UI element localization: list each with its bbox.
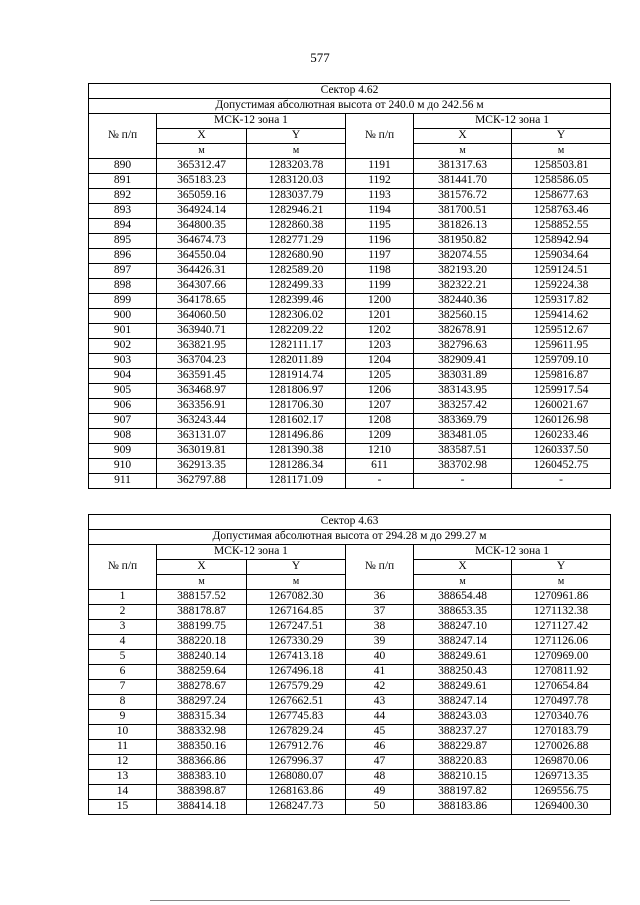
table-row [89, 800, 611, 815]
table-row [89, 444, 611, 459]
x-coordinate-cell: 382440.36 [414, 294, 512, 309]
point-number-cell: 906 [89, 399, 157, 414]
height-caption: Допустимая абсолютная высота от 294.28 м до 299.27 м [89, 530, 611, 545]
y-coordinate-cell: 1269400.30 [512, 800, 611, 815]
height-caption-row [89, 99, 611, 114]
sector-table-body [89, 515, 611, 815]
table-row [89, 414, 611, 429]
y-coordinate-cell: 1267912.76 [247, 740, 346, 755]
point-number-cell: 5 [89, 650, 157, 665]
unit-label: м [157, 575, 247, 590]
point-number-cell: 1209 [346, 429, 414, 444]
sector-table [88, 83, 611, 489]
x-coordinate-cell: 388247.10 [414, 620, 512, 635]
height-caption-row [89, 530, 611, 545]
zone-header-row [89, 545, 611, 560]
x-coordinate-cell: 364924.14 [157, 204, 247, 219]
point-number-cell: 892 [89, 189, 157, 204]
column-header-x: X [414, 129, 512, 144]
x-coordinate-cell: 382322.21 [414, 279, 512, 294]
y-coordinate-cell: 1267745.83 [247, 710, 346, 725]
y-coordinate-cell: 1271132.38 [512, 605, 611, 620]
x-coordinate-cell: 388297.24 [157, 695, 247, 710]
point-number-cell: 11 [89, 740, 157, 755]
table-row [89, 620, 611, 635]
x-coordinate-cell: 388247.14 [414, 635, 512, 650]
point-number-cell: 41 [346, 665, 414, 680]
x-coordinate-cell: 388315.34 [157, 710, 247, 725]
point-number-cell: 4 [89, 635, 157, 650]
point-number-cell: 908 [89, 429, 157, 444]
x-coordinate-cell: 364550.04 [157, 249, 247, 264]
point-number-cell: 894 [89, 219, 157, 234]
column-header-y: Y [247, 560, 346, 575]
y-coordinate-cell: 1270497.78 [512, 695, 611, 710]
table-row [89, 665, 611, 680]
table-row [89, 204, 611, 219]
y-coordinate-cell: 1267996.37 [247, 755, 346, 770]
point-number-cell: 898 [89, 279, 157, 294]
x-coordinate-cell: 364060.50 [157, 309, 247, 324]
y-coordinate-cell: 1269556.75 [512, 785, 611, 800]
y-coordinate-cell: 1281390.38 [247, 444, 346, 459]
y-coordinate-cell: 1258852.55 [512, 219, 611, 234]
point-number-cell: 911 [89, 474, 157, 489]
sector-title: Сектор 4.62 [89, 84, 611, 99]
table-row [89, 279, 611, 294]
x-coordinate-cell: 388250.43 [414, 665, 512, 680]
table-row [89, 429, 611, 444]
point-number-cell: 1206 [346, 384, 414, 399]
y-coordinate-cell: 1259611.95 [512, 339, 611, 354]
x-coordinate-cell: 383031.89 [414, 369, 512, 384]
x-coordinate-cell: 388278.67 [157, 680, 247, 695]
x-coordinate-cell: 388654.48 [414, 590, 512, 605]
column-header-number: № п/п [89, 545, 157, 590]
x-coordinate-cell: 381826.13 [414, 219, 512, 234]
x-coordinate-cell: 388197.82 [414, 785, 512, 800]
y-coordinate-cell: 1259917.54 [512, 384, 611, 399]
x-coordinate-cell: 382909.41 [414, 354, 512, 369]
x-coordinate-cell: 381700.51 [414, 204, 512, 219]
point-number-cell: 1191 [346, 159, 414, 174]
point-number-cell: 900 [89, 309, 157, 324]
point-number-cell: 37 [346, 605, 414, 620]
y-coordinate-cell: 1270654.84 [512, 680, 611, 695]
y-coordinate-cell: 1271126.06 [512, 635, 611, 650]
unit-label: м [157, 144, 247, 159]
column-header-x: X [157, 560, 247, 575]
point-number-cell: 1196 [346, 234, 414, 249]
table-row [89, 605, 611, 620]
zone-header-right: МСК-12 зона 1 [414, 545, 611, 560]
point-number-cell: 9 [89, 710, 157, 725]
x-coordinate-cell: 388398.87 [157, 785, 247, 800]
table-row [89, 339, 611, 354]
y-coordinate-cell: 1282946.21 [247, 204, 346, 219]
y-coordinate-cell: 1283120.03 [247, 174, 346, 189]
y-coordinate-cell: 1270340.76 [512, 710, 611, 725]
y-coordinate-cell: 1270961.86 [512, 590, 611, 605]
height-caption: Допустимая абсолютная высота от 240.0 м до 242.56 м [89, 99, 611, 114]
x-coordinate-cell: 388259.64 [157, 665, 247, 680]
y-coordinate-cell: 1258503.81 [512, 159, 611, 174]
point-number-cell: 896 [89, 249, 157, 264]
y-coordinate-cell: 1282399.46 [247, 294, 346, 309]
x-coordinate-cell: 388178.87 [157, 605, 247, 620]
unit-label: м [512, 575, 611, 590]
table-row [89, 785, 611, 800]
y-coordinate-cell: 1281806.97 [247, 384, 346, 399]
x-coordinate-cell: 365312.47 [157, 159, 247, 174]
point-number-cell: 1210 [346, 444, 414, 459]
zone-header-row [89, 114, 611, 129]
point-number-cell: 14 [89, 785, 157, 800]
y-coordinate-cell: 1260452.75 [512, 459, 611, 474]
zone-header-left: МСК-12 зона 1 [157, 545, 346, 560]
y-coordinate-cell: 1282499.33 [247, 279, 346, 294]
x-coordinate-cell: 388414.18 [157, 800, 247, 815]
table-row [89, 650, 611, 665]
y-coordinate-cell: 1267413.18 [247, 650, 346, 665]
x-coordinate-cell: 363243.44 [157, 414, 247, 429]
table-row [89, 710, 611, 725]
y-coordinate-cell: 1281706.30 [247, 399, 346, 414]
x-coordinate-cell: 362913.35 [157, 459, 247, 474]
x-coordinate-cell: 363821.95 [157, 339, 247, 354]
point-number-cell: 907 [89, 414, 157, 429]
point-number-cell: 50 [346, 800, 414, 815]
y-coordinate-cell: 1270969.00 [512, 650, 611, 665]
x-coordinate-cell: 364426.31 [157, 264, 247, 279]
column-header-number: № п/п [89, 114, 157, 159]
y-coordinate-cell: 1259034.64 [512, 249, 611, 264]
point-number-cell: 38 [346, 620, 414, 635]
x-coordinate-cell: - [414, 474, 512, 489]
table-row [89, 755, 611, 770]
point-number-cell: 39 [346, 635, 414, 650]
table-row [89, 324, 611, 339]
x-coordinate-cell: 365183.23 [157, 174, 247, 189]
y-coordinate-cell: 1270811.92 [512, 665, 611, 680]
point-number-cell: 3 [89, 620, 157, 635]
point-number-cell: 40 [346, 650, 414, 665]
point-number-cell: 15 [89, 800, 157, 815]
table-row [89, 249, 611, 264]
y-coordinate-cell: 1267829.24 [247, 725, 346, 740]
y-coordinate-cell: 1281286.34 [247, 459, 346, 474]
table-row [89, 219, 611, 234]
y-coordinate-cell: 1282011.89 [247, 354, 346, 369]
y-coordinate-cell: 1259317.82 [512, 294, 611, 309]
x-coordinate-cell: 363940.71 [157, 324, 247, 339]
y-coordinate-cell: 1267579.29 [247, 680, 346, 695]
x-coordinate-cell: 388183.86 [414, 800, 512, 815]
table-row [89, 695, 611, 710]
y-coordinate-cell: 1282680.90 [247, 249, 346, 264]
table-row [89, 725, 611, 740]
column-header-x: X [414, 560, 512, 575]
y-coordinate-cell: 1271127.42 [512, 620, 611, 635]
x-coordinate-cell: 381576.72 [414, 189, 512, 204]
y-coordinate-cell: 1259709.10 [512, 354, 611, 369]
y-coordinate-cell: 1281602.17 [247, 414, 346, 429]
point-number-cell: 44 [346, 710, 414, 725]
point-number-cell: 1201 [346, 309, 414, 324]
point-number-cell: 49 [346, 785, 414, 800]
table-row [89, 474, 611, 489]
y-coordinate-cell: 1260337.50 [512, 444, 611, 459]
table-row [89, 770, 611, 785]
point-number-cell: 901 [89, 324, 157, 339]
x-coordinate-cell: 388653.35 [414, 605, 512, 620]
point-number-cell: 6 [89, 665, 157, 680]
y-coordinate-cell: 1267247.51 [247, 620, 346, 635]
x-coordinate-cell: 388210.15 [414, 770, 512, 785]
table-row [89, 354, 611, 369]
point-number-cell: 895 [89, 234, 157, 249]
point-number-cell: 36 [346, 590, 414, 605]
x-coordinate-cell: 388220.83 [414, 755, 512, 770]
y-coordinate-cell: 1259512.67 [512, 324, 611, 339]
point-number-cell: 46 [346, 740, 414, 755]
y-coordinate-cell: 1258586.05 [512, 174, 611, 189]
page-number: 577 [310, 50, 330, 65]
sector-title-row [89, 84, 611, 99]
sector-table-body [89, 84, 611, 489]
point-number-cell: 1208 [346, 414, 414, 429]
x-coordinate-cell: 388350.16 [157, 740, 247, 755]
column-header-y: Y [512, 129, 611, 144]
x-coordinate-cell: 363356.91 [157, 399, 247, 414]
y-coordinate-cell: 1282860.38 [247, 219, 346, 234]
x-coordinate-cell: 388199.75 [157, 620, 247, 635]
y-coordinate-cell: 1282209.22 [247, 324, 346, 339]
y-coordinate-cell: 1267662.51 [247, 695, 346, 710]
y-coordinate-cell: 1259414.62 [512, 309, 611, 324]
unit-label: м [247, 144, 346, 159]
y-coordinate-cell: 1258763.46 [512, 204, 611, 219]
table-row [89, 234, 611, 249]
point-number-cell: 891 [89, 174, 157, 189]
y-coordinate-cell: 1259124.51 [512, 264, 611, 279]
x-coordinate-cell: 381441.70 [414, 174, 512, 189]
sector-title: Сектор 4.63 [89, 515, 611, 530]
column-header-number: № п/п [346, 114, 414, 159]
point-number-cell: 48 [346, 770, 414, 785]
y-coordinate-cell: 1268080.07 [247, 770, 346, 785]
x-coordinate-cell: 382560.15 [414, 309, 512, 324]
point-number-cell: - [346, 474, 414, 489]
x-coordinate-cell: 388249.61 [414, 680, 512, 695]
x-coordinate-cell: 364307.66 [157, 279, 247, 294]
table-row [89, 294, 611, 309]
page-bottom-rule [150, 900, 570, 901]
table-row [89, 189, 611, 204]
x-coordinate-cell: 383143.95 [414, 384, 512, 399]
sector-table [88, 514, 611, 815]
y-coordinate-cell: 1282771.29 [247, 234, 346, 249]
y-coordinate-cell: 1281496.86 [247, 429, 346, 444]
point-number-cell: 43 [346, 695, 414, 710]
table-row [89, 174, 611, 189]
point-number-cell: 902 [89, 339, 157, 354]
x-coordinate-cell: 365059.16 [157, 189, 247, 204]
y-coordinate-cell: 1268247.73 [247, 800, 346, 815]
column-header-x: X [157, 129, 247, 144]
x-coordinate-cell: 383257.42 [414, 399, 512, 414]
x-coordinate-cell: 383369.79 [414, 414, 512, 429]
point-number-cell: 1204 [346, 354, 414, 369]
y-coordinate-cell: 1267164.85 [247, 605, 346, 620]
x-coordinate-cell: 364800.35 [157, 219, 247, 234]
table-row [89, 369, 611, 384]
point-number-cell: 890 [89, 159, 157, 174]
y-coordinate-cell: - [512, 474, 611, 489]
x-coordinate-cell: 382074.55 [414, 249, 512, 264]
x-coordinate-cell: 382678.91 [414, 324, 512, 339]
point-number-cell: 47 [346, 755, 414, 770]
unit-label: м [414, 144, 512, 159]
table-row [89, 459, 611, 474]
x-coordinate-cell: 388229.87 [414, 740, 512, 755]
point-number-cell: 1195 [346, 219, 414, 234]
x-coordinate-cell: 363019.81 [157, 444, 247, 459]
x-coordinate-cell: 388247.14 [414, 695, 512, 710]
table-row [89, 680, 611, 695]
y-coordinate-cell: 1260233.46 [512, 429, 611, 444]
point-number-cell: 1205 [346, 369, 414, 384]
point-number-cell: 7 [89, 680, 157, 695]
x-coordinate-cell: 381317.63 [414, 159, 512, 174]
y-coordinate-cell: 1267330.29 [247, 635, 346, 650]
x-coordinate-cell: 383481.05 [414, 429, 512, 444]
y-coordinate-cell: 1282111.17 [247, 339, 346, 354]
point-number-cell: 899 [89, 294, 157, 309]
zone-header-left: МСК-12 зона 1 [157, 114, 346, 129]
point-number-cell: 1193 [346, 189, 414, 204]
y-coordinate-cell: 1258942.94 [512, 234, 611, 249]
point-number-cell: 1207 [346, 399, 414, 414]
table-row [89, 635, 611, 650]
point-number-cell: 45 [346, 725, 414, 740]
point-number-cell: 13 [89, 770, 157, 785]
x-coordinate-cell: 388220.18 [157, 635, 247, 650]
x-coordinate-cell: 362797.88 [157, 474, 247, 489]
x-coordinate-cell: 364674.73 [157, 234, 247, 249]
point-number-cell: 611 [346, 459, 414, 474]
point-number-cell: 1 [89, 590, 157, 605]
point-number-cell: 904 [89, 369, 157, 384]
x-coordinate-cell: 388243.03 [414, 710, 512, 725]
column-header-number: № п/п [346, 545, 414, 590]
x-coordinate-cell: 383587.51 [414, 444, 512, 459]
y-coordinate-cell: 1268163.86 [247, 785, 346, 800]
point-number-cell: 10 [89, 725, 157, 740]
unit-label: м [512, 144, 611, 159]
point-number-cell: 1199 [346, 279, 414, 294]
x-coordinate-cell: 363591.45 [157, 369, 247, 384]
point-number-cell: 893 [89, 204, 157, 219]
point-number-cell: 1203 [346, 339, 414, 354]
y-coordinate-cell: 1259224.38 [512, 279, 611, 294]
point-number-cell: 1202 [346, 324, 414, 339]
x-coordinate-cell: 388249.61 [414, 650, 512, 665]
point-number-cell: 2 [89, 605, 157, 620]
y-coordinate-cell: 1258677.63 [512, 189, 611, 204]
x-coordinate-cell: 388240.14 [157, 650, 247, 665]
point-number-cell: 905 [89, 384, 157, 399]
y-coordinate-cell: 1260021.67 [512, 399, 611, 414]
y-coordinate-cell: 1267496.18 [247, 665, 346, 680]
y-coordinate-cell: 1283037.79 [247, 189, 346, 204]
table-row [89, 159, 611, 174]
x-coordinate-cell: 364178.65 [157, 294, 247, 309]
point-number-cell: 897 [89, 264, 157, 279]
point-number-cell: 1192 [346, 174, 414, 189]
table-row [89, 590, 611, 605]
point-number-cell: 1197 [346, 249, 414, 264]
x-coordinate-cell: 363131.07 [157, 429, 247, 444]
x-coordinate-cell: 363468.97 [157, 384, 247, 399]
y-coordinate-cell: 1270183.79 [512, 725, 611, 740]
y-coordinate-cell: 1281914.74 [247, 369, 346, 384]
x-coordinate-cell: 388237.27 [414, 725, 512, 740]
sector-title-row [89, 515, 611, 530]
point-number-cell: 1200 [346, 294, 414, 309]
point-number-cell: 903 [89, 354, 157, 369]
table-row [89, 740, 611, 755]
x-coordinate-cell: 383702.98 [414, 459, 512, 474]
unit-label: м [414, 575, 512, 590]
point-number-cell: 42 [346, 680, 414, 695]
column-header-y: Y [247, 129, 346, 144]
point-number-cell: 909 [89, 444, 157, 459]
y-coordinate-cell: 1283203.78 [247, 159, 346, 174]
point-number-cell: 1194 [346, 204, 414, 219]
x-coordinate-cell: 388366.86 [157, 755, 247, 770]
table-row [89, 399, 611, 414]
table-row [89, 384, 611, 399]
point-number-cell: 910 [89, 459, 157, 474]
y-coordinate-cell: 1267082.30 [247, 590, 346, 605]
table-row [89, 309, 611, 324]
x-coordinate-cell: 381950.82 [414, 234, 512, 249]
y-coordinate-cell: 1281171.09 [247, 474, 346, 489]
x-coordinate-cell: 382796.63 [414, 339, 512, 354]
unit-label: м [247, 575, 346, 590]
x-coordinate-cell: 388383.10 [157, 770, 247, 785]
x-coordinate-cell: 382193.20 [414, 264, 512, 279]
point-number-cell: 1198 [346, 264, 414, 279]
x-coordinate-cell: 388157.52 [157, 590, 247, 605]
x-coordinate-cell: 388332.98 [157, 725, 247, 740]
y-coordinate-cell: 1259816.87 [512, 369, 611, 384]
y-coordinate-cell: 1270026.88 [512, 740, 611, 755]
zone-header-right: МСК-12 зона 1 [414, 114, 611, 129]
column-header-y: Y [512, 560, 611, 575]
y-coordinate-cell: 1282306.02 [247, 309, 346, 324]
y-coordinate-cell: 1260126.98 [512, 414, 611, 429]
point-number-cell: 12 [89, 755, 157, 770]
point-number-cell: 8 [89, 695, 157, 710]
y-coordinate-cell: 1282589.20 [247, 264, 346, 279]
y-coordinate-cell: 1269870.06 [512, 755, 611, 770]
y-coordinate-cell: 1269713.35 [512, 770, 611, 785]
x-coordinate-cell: 363704.23 [157, 354, 247, 369]
table-row [89, 264, 611, 279]
